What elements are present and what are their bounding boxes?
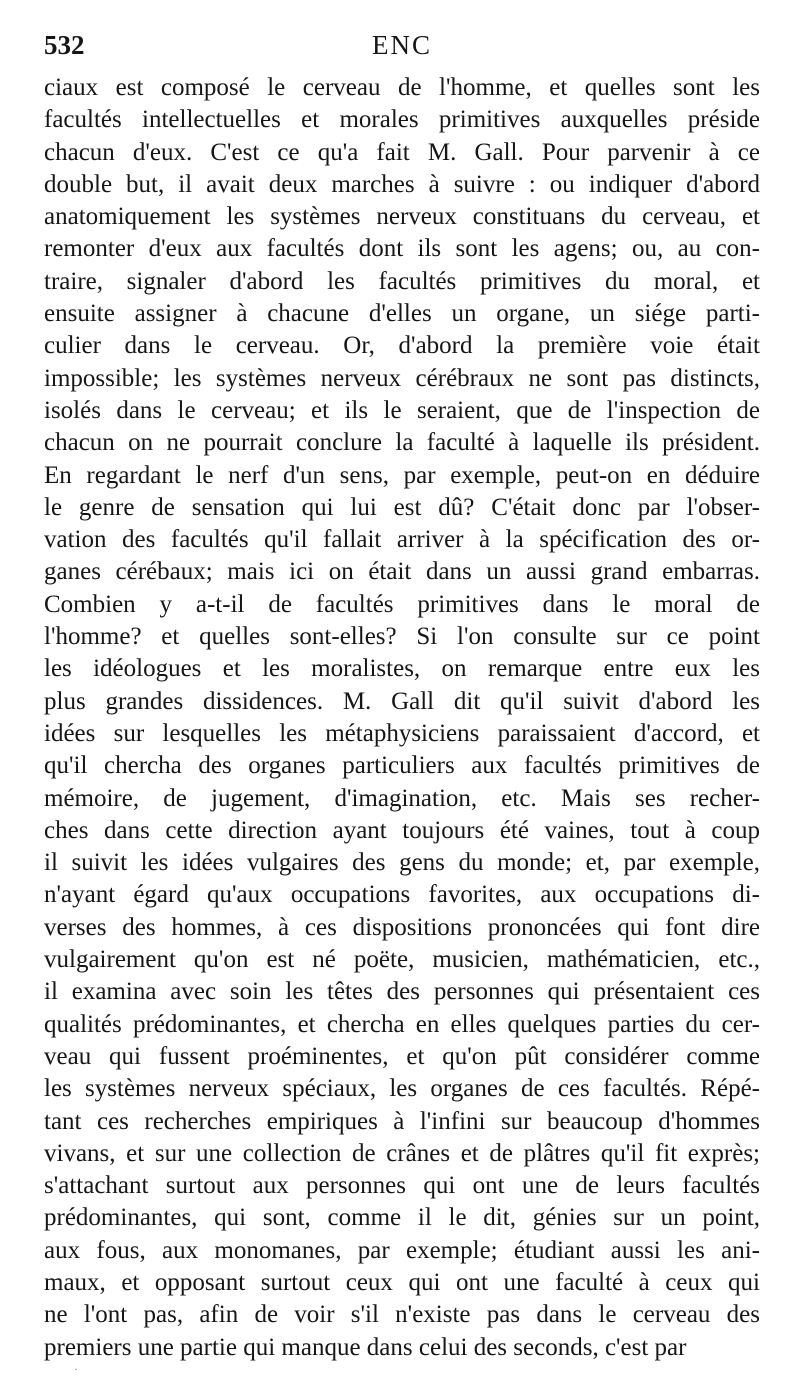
text-line: prédominantes, qui sont, comme il le dit, génies sur un point, xyxy=(44,1204,760,1232)
text-line: s'attachant surtout aux personnes qui ont une de leurs facultés xyxy=(44,1172,760,1200)
page-number: 532 xyxy=(44,30,85,60)
text-line: il examina avec soin les têtes des personnes qui présentaient ces xyxy=(44,978,760,1006)
text-line: tant ces recherches empiriques à l'infini sur beaucoup d'hommes xyxy=(44,1107,760,1135)
text-line: vivans, et sur une collection de crânes et de plâtres qu'il fit exprès; xyxy=(44,1139,760,1167)
text-line: ensuite assigner à chacune d'elles un organe, un siége parti- xyxy=(44,300,760,328)
text-line: verses des hommes, à ces dispositions prononcées qui font dire xyxy=(44,913,760,941)
text-line: vation des facultés qu'il fallait arriver à la spécification des or- xyxy=(44,526,760,554)
text-line: n'ayant égard qu'aux occupations favorites, aux occupations di- xyxy=(44,881,760,909)
text-line: mémoire, de jugement, d'imagination, etc. Mais ses recher- xyxy=(44,784,760,812)
text-line: l'homme? et quelles sont-elles? Si l'on consulte sur ce point xyxy=(44,623,760,651)
text-line: double but, il avait deux marches à suivre : ou indiquer d'abord xyxy=(44,170,760,198)
text-line: plus grandes dissidences. M. Gall dit qu'il suivit d'abord les xyxy=(44,687,760,715)
text-line: culier dans le cerveau. Or, d'abord la première voie était xyxy=(44,332,760,360)
text-line: le genre de sensation qui lui est dû? C'était donc par l'obser- xyxy=(44,493,760,521)
text-line: ciaux est composé le cerveau de l'homme, et quelles sont les xyxy=(44,74,760,101)
text-line: il suivit les idées vulgaires des gens du monde; et, par exemple, xyxy=(44,849,760,877)
text-line: vulgairement qu'on est né poëte, musicien, mathématicien, etc., xyxy=(44,946,760,974)
footer-mark: · xyxy=(74,1362,78,1376)
text-line: anatomiquement les systèmes nerveux constituans du cerveau, et xyxy=(44,203,760,231)
text-line: isolés dans le cerveau; et ils le seraient, que de l'inspection de xyxy=(44,396,760,424)
text-line: idées sur lesquelles les métaphysiciens paraissaient d'accord, et xyxy=(44,719,760,747)
text-line: ne l'ont pas, afin de voir s'il n'existe pas dans le cerveau des xyxy=(44,1301,760,1329)
text-line: qu'il chercha des organes particuliers aux facultés primitives de xyxy=(44,752,760,780)
text-line: aux fous, aux monomanes, par exemple; étudiant aussi les ani- xyxy=(44,1236,760,1264)
page-header xyxy=(44,30,760,70)
text-line: En regardant le nerf d'un sens, par exemple, peut-on en déduire xyxy=(44,461,760,489)
text-line: les systèmes nerveux spéciaux, les organes de ces facultés. Répé- xyxy=(44,1075,760,1103)
text-line: chacun on ne pourrait conclure la faculté à laquelle ils président. xyxy=(44,429,760,457)
text-line: chacun d'eux. C'est ce qu'a fait M. Gall. Pour parvenir à ce xyxy=(44,138,760,166)
text-line: facultés intellectuelles et morales primitives auxquelles préside xyxy=(44,106,760,134)
text-line: traire, signaler d'abord les facultés primitives du moral, et xyxy=(44,267,760,295)
text-line: Combien y a-t-il de facultés primitives dans le moral de xyxy=(44,590,760,618)
text-line: impossible; les systèmes nerveux cérébraux ne sont pas distincts, xyxy=(44,364,760,392)
text-line: premiers une partie qui manque dans celui des seconds, c'est par xyxy=(44,1333,687,1361)
text-line: veau qui fussent proéminentes, et qu'on pût considérer comme xyxy=(44,1042,760,1070)
text-line: qualités prédominantes, et chercha en elles quelques parties du cer- xyxy=(44,1010,760,1038)
text-line: remonter d'eux aux facultés dont ils sont les agens; ou, au con- xyxy=(44,235,760,263)
text-line: maux, et opposant surtout ceux qui ont une faculté à ceux qui xyxy=(44,1268,760,1296)
body-text xyxy=(44,72,760,1364)
text-line: ganes cérébaux; mais ici on était dans un aussi grand embarras. xyxy=(44,558,760,586)
running-head: ENC xyxy=(372,30,432,60)
text-line: ches dans cette direction ayant toujours été vaines, tout à coup xyxy=(44,816,760,844)
text-line: les idéologues et les moralistes, on remarque entre eux les xyxy=(44,655,760,683)
